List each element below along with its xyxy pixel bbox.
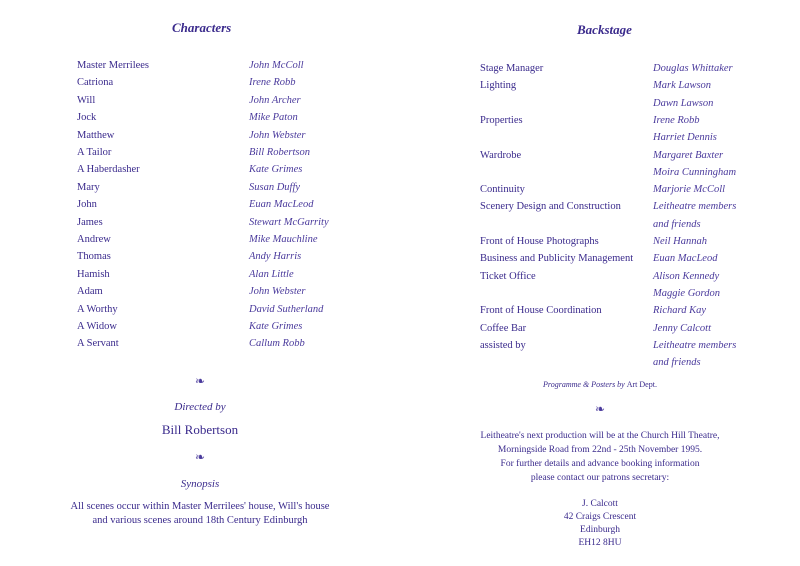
crew-role: Ticket Office — [480, 270, 536, 282]
synopsis-label: Synopsis — [180, 478, 220, 490]
crew-role: Business and Publicity Management — [480, 253, 634, 265]
crew-role: Stage Manager — [480, 63, 544, 74]
cast-actor: Euan MacLeod — [249, 199, 314, 211]
crew-name: Moira Cunningham — [653, 166, 737, 178]
address-city: Edinburgh — [580, 525, 620, 535]
crew-role: Properties — [480, 114, 523, 126]
next-production-line: please contact our patrons secretary: — [530, 473, 670, 483]
cast-role: Catriona — [77, 77, 114, 89]
crew-role: assisted by — [480, 339, 526, 351]
cast-actor: Alan Little — [249, 268, 294, 280]
director-name: Bill Robertson — [161, 422, 239, 437]
crew-name: Harriet Dennis — [653, 132, 717, 144]
cast-actor: John McColl — [249, 60, 304, 71]
crew-name: and friends — [653, 357, 701, 369]
cast-role: Thomas — [77, 251, 111, 263]
crew-role: Lighting — [480, 80, 517, 92]
cast-actor: Stewart McGarrity — [249, 216, 329, 228]
cast-role: A Worthy — [77, 303, 118, 315]
cast-actor: Mike Paton — [249, 112, 298, 124]
address-postcode: EH12 8HU — [578, 538, 622, 548]
next-production-line: Leitheatre's next production will be at the Church Hill Theatre, — [480, 431, 720, 441]
ornament-icon: ❧ — [194, 374, 206, 388]
cast-role: Hamish — [77, 268, 110, 280]
crew-role: Wardrobe — [480, 149, 522, 161]
cast-role: Adam — [77, 286, 103, 298]
cast-role: Andrew — [77, 234, 111, 245]
crew-name: Richard Kay — [653, 305, 706, 317]
synopsis-line: All scenes occur within Master Merrilees' house, Will's house — [70, 501, 330, 512]
backstage-page — [400, 0, 800, 566]
crew-name: Mark Lawson — [653, 80, 712, 92]
crew-name: Dawn Lawson — [653, 97, 714, 109]
crew-role: Front of House Photographs — [480, 236, 599, 247]
ornament-icon: ❧ — [594, 402, 606, 416]
cast-role: Mary — [77, 181, 100, 193]
cast-role: A Haberdasher — [77, 164, 140, 176]
cast-actor: Irene Robb — [249, 77, 296, 89]
cast-role: James — [77, 216, 103, 228]
crew-name: Marjorie McColl — [653, 184, 726, 196]
cast-role: A Widow — [77, 321, 117, 332]
credit-prefix: Programme & Posters by — [543, 380, 625, 389]
cast-role: Master Merrilees — [77, 60, 150, 71]
next-production-line: For further details and advance booking information — [500, 459, 700, 469]
cast-actor: Andy Harris — [249, 251, 302, 263]
cast-actor: Callum Robb — [249, 338, 305, 350]
cast-actor: John Webster — [249, 129, 306, 141]
crew-name: Jenny Calcott — [653, 322, 712, 334]
address-name: J. Calcott — [582, 499, 618, 509]
cast-role: Jock — [77, 112, 97, 124]
crew-role: Scenery Design and Construction — [480, 201, 621, 213]
crew-name: Neil Hannah — [653, 236, 707, 247]
crew-role: Continuity — [480, 184, 525, 196]
crew-name: Alison Kennedy — [653, 270, 720, 282]
ornament-icon: ❧ — [194, 450, 206, 464]
cast-actor: Kate Grimes — [249, 164, 303, 176]
credit-name: Art Dept. — [626, 380, 657, 389]
address-street: 42 Craigs Crescent — [563, 512, 637, 522]
crew-name: Douglas Whittaker — [653, 63, 733, 74]
cast-role: Matthew — [77, 129, 115, 141]
programme-credit — [400, 380, 800, 389]
cast-actor: Kate Grimes — [249, 321, 303, 332]
crew-name: Margaret Baxter — [653, 149, 724, 161]
cast-actor: John Archer — [249, 94, 301, 106]
cast-role: John — [77, 199, 97, 211]
crew-name: Irene Robb — [653, 114, 700, 126]
crew-name: Leitheatre members — [653, 201, 737, 213]
crew-role: Coffee Bar — [480, 322, 527, 334]
crew-name: and friends — [653, 218, 701, 230]
backstage-heading: Backstage — [577, 22, 632, 37]
cast-actor: John Webster — [249, 286, 306, 298]
crew-name: Leitheatre members — [653, 339, 737, 351]
synopsis-line: and various scenes around 18th Century Edinburgh — [92, 515, 308, 526]
crew-name: Euan MacLeod — [653, 253, 718, 265]
crew-name: Maggie Gordon — [653, 287, 720, 299]
cast-role: A Servant — [77, 338, 119, 350]
directed-by-label: Directed by — [174, 401, 226, 413]
cast-role: A Tailor — [77, 147, 112, 158]
cast-actor: David Sutherland — [249, 303, 324, 315]
crew-role: Front of House Coordination — [480, 305, 602, 317]
characters-heading: Characters — [172, 20, 232, 35]
next-production-line: Morningside Road from 22nd - 25th November 1995. — [497, 445, 703, 455]
cast-actor: Mike Mauchline — [249, 234, 318, 245]
cast-actor: Bill Robertson — [249, 147, 310, 158]
cast-role: Will — [77, 94, 96, 106]
cast-actor: Susan Duffy — [249, 181, 301, 193]
